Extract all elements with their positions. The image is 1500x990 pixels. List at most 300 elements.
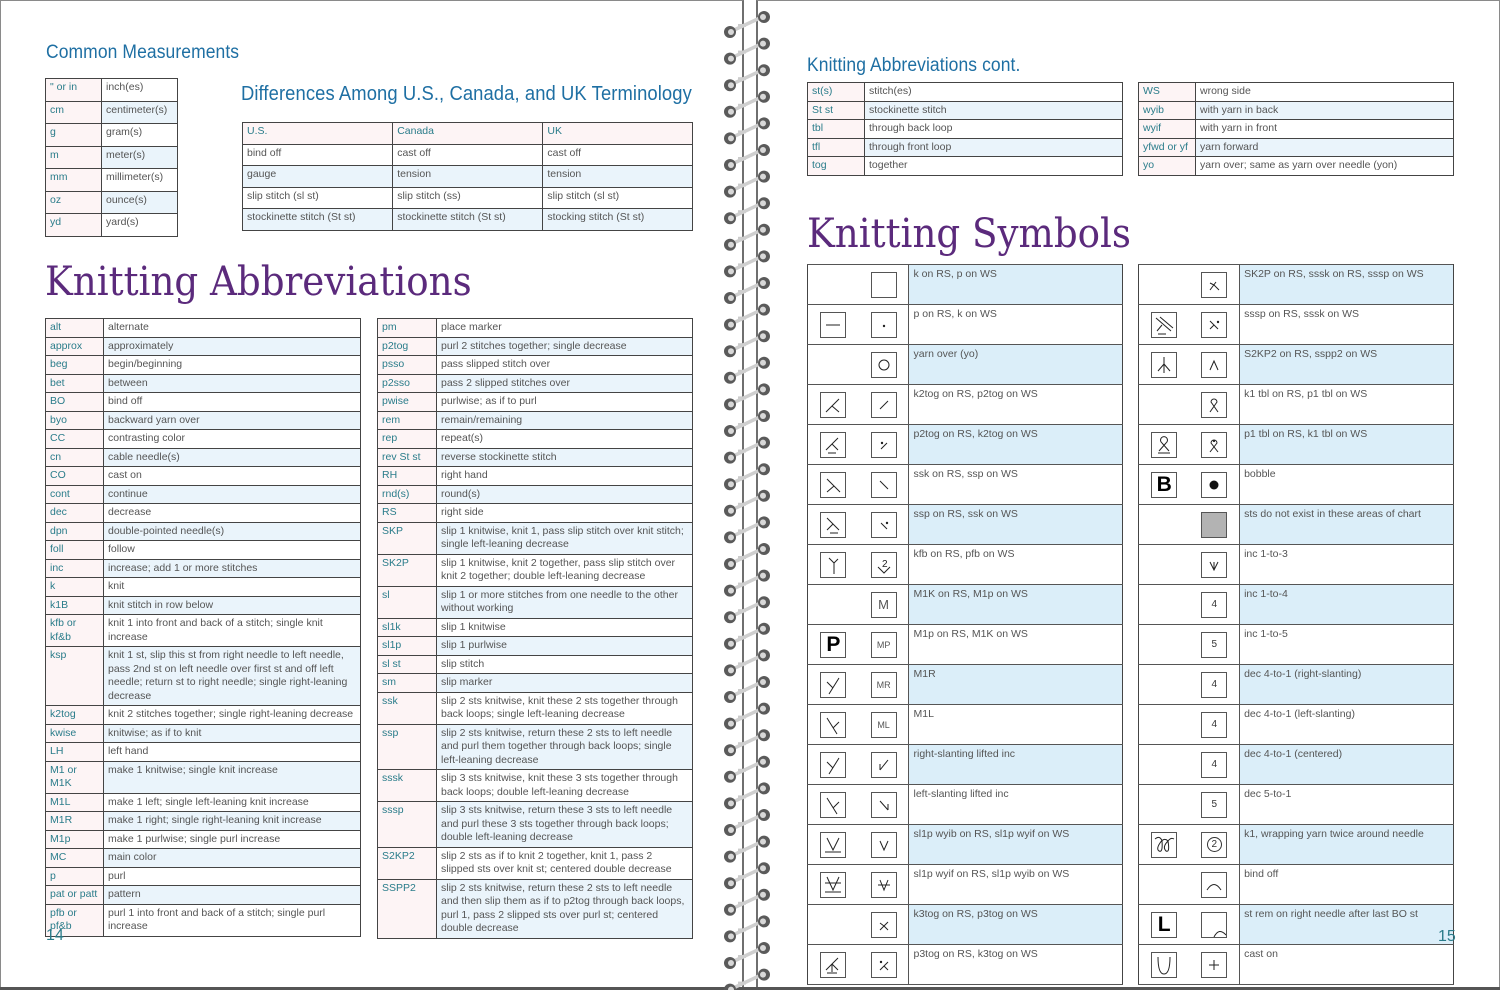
abbreviation-cell: rnd(s) [378, 485, 437, 504]
term-cell: slip stitch (sl st) [243, 187, 393, 209]
abbreviation-cell: foll [46, 541, 104, 560]
symbol-row [808, 305, 1123, 345]
empty-symbol-cell [1139, 665, 1190, 705]
abbreviation-cell: psso [378, 356, 437, 375]
bobble-dot-icon [1201, 472, 1227, 498]
symbol-glyph-text: 5 [1211, 799, 1218, 810]
symbol-row [808, 385, 1123, 425]
definition-cell: continue [104, 485, 361, 504]
symbol-row [808, 265, 1123, 305]
definition-cell: repeat(s) [437, 430, 693, 449]
table-row [808, 120, 1123, 139]
spiral-binding [718, 0, 782, 990]
v-icon [871, 832, 897, 858]
empty-symbol-cell [1139, 785, 1190, 825]
definition-cell: millimeter(s) [102, 169, 178, 192]
table-header-row [243, 123, 693, 145]
table-row [378, 770, 693, 802]
table-row [243, 144, 693, 166]
page-number-right: 15 [1438, 928, 1456, 945]
table-row [378, 485, 693, 504]
abbreviation-cell: yo [1139, 157, 1196, 176]
symbol-description: SK2P on RS, sssk on RS, sssp on WS [1240, 265, 1454, 305]
abbreviations-cont-table-2 [1138, 82, 1454, 176]
definition-cell: wrong side [1196, 83, 1454, 102]
abbreviation-cell: sl st [378, 655, 437, 674]
inc-1-to-3-icon [1201, 552, 1227, 578]
gray-no-stitch-icon [1201, 512, 1227, 538]
abbreviation-cell: dpn [46, 522, 104, 541]
empty-symbol-cell [1139, 545, 1190, 585]
definition-cell: together [865, 157, 1123, 176]
table-row [46, 319, 361, 338]
symbol-glyph-b-icon [1151, 472, 1177, 498]
term-cell: slip stitch (sl st) [543, 187, 693, 209]
definition-cell: meter(s) [102, 146, 178, 169]
empty-symbol-cell [808, 585, 859, 625]
abbreviation-cell: WS [1139, 83, 1196, 102]
definition-cell: make 1 left; single left-leaning knit increase [104, 793, 361, 812]
empty-symbol-cell [1139, 265, 1190, 305]
table-row [378, 674, 693, 693]
definition-cell: through back loop [865, 120, 1123, 139]
symbol-glyph-4-icon [1201, 672, 1227, 698]
definition-cell: approximately [104, 337, 361, 356]
symbol-glyph-4-icon [1201, 592, 1227, 618]
table-row [46, 578, 361, 597]
abbreviation-cell: CC [46, 430, 104, 449]
definition-cell: slip 2 sts knitwise, return these 2 sts to left needle and then slip them as if to p2tog through back loops, purl 1, pass 2 slipped sts over purl st; centered double decrease [437, 879, 693, 938]
definition-cell: knit 1 into front and back of a stitch; single knit increase [104, 615, 361, 647]
p3tog-chart-icon [820, 952, 846, 978]
definition-cell: slip 3 sts knitwise, return these 3 sts to left needle and purl these 3 sts together through back loops; double left-leaning decrease [437, 802, 693, 848]
definition-cell: make 1 knitwise; single knit increase [104, 761, 361, 793]
table-row [46, 337, 361, 356]
table-row [46, 485, 361, 504]
yarn-over-circle-icon [871, 352, 897, 378]
symbol-glyph-text: 2 [1207, 837, 1222, 852]
svg-text:2: 2 [881, 558, 888, 570]
definition-cell: slip 1 knitwise, knit 1, pass slip stitch over knit stitch; single left-leaning decrease [437, 522, 693, 554]
abbreviation-cell: ksp [46, 647, 104, 706]
table-row [243, 209, 693, 231]
table-row [378, 879, 693, 938]
table-row [46, 867, 361, 886]
purl-twisted-chart-icon [1151, 432, 1177, 458]
abbreviation-cell: M1 or M1K [46, 761, 104, 793]
definition-cell: main color [104, 849, 361, 868]
definition-cell: stitch(es) [865, 83, 1123, 102]
column-header: Canada [393, 123, 543, 145]
ssp-backslash-dot-icon [871, 512, 897, 538]
abbreviation-cell: cm [46, 101, 102, 124]
abbreviation-cell: kfb or kf&b [46, 615, 104, 647]
symbol-glyph-text: B [1156, 472, 1172, 496]
abbreviation-cell: S2KP2 [378, 847, 437, 879]
term-cell: tension [543, 166, 693, 188]
symbol-row [808, 425, 1123, 465]
symbol-row [808, 465, 1123, 505]
abbreviation-cell: k [46, 578, 104, 597]
abbreviation-cell: M1R [46, 812, 104, 831]
table-row [378, 554, 693, 586]
abbreviation-cell: tfl [808, 138, 865, 157]
symbol-row [808, 345, 1123, 385]
definition-cell: pattern [104, 886, 361, 905]
table-row [46, 522, 361, 541]
abbreviation-cell: bet [46, 374, 104, 393]
definition-cell: decrease [104, 504, 361, 523]
symbol-glyph-5-icon [1201, 632, 1227, 658]
table-row [808, 138, 1123, 157]
table-row [46, 793, 361, 812]
term-cell: gauge [243, 166, 393, 188]
symbol-description: k on RS, p on WS [909, 265, 1123, 305]
page-number-left: 14 [46, 927, 64, 944]
definition-cell: yarn over; same as yarn over needle (yon) [1196, 157, 1454, 176]
abbreviations-cont-table-1 [807, 82, 1123, 176]
symbol-glyph-2-icon [1201, 832, 1227, 858]
definition-cell: follow [104, 541, 361, 560]
definition-cell: begin/beginning [104, 356, 361, 375]
definition-cell: cast on [104, 467, 361, 486]
abbreviation-cell: mm [46, 169, 102, 192]
abbreviation-cell: kwise [46, 724, 104, 743]
empty-symbol-cell [808, 265, 859, 305]
definition-cell: reverse stockinette stitch [437, 448, 693, 467]
symbol-row [1139, 865, 1454, 905]
abbreviation-cell: sssp [378, 802, 437, 848]
symbol-description: k2tog on RS, p2tog on WS [909, 385, 1123, 425]
table-row [378, 356, 693, 375]
symbol-glyph-text: 4 [1211, 719, 1218, 730]
table-row [46, 743, 361, 762]
abbreviation-cell: g [46, 124, 102, 147]
abbreviation-cell: approx [46, 337, 104, 356]
abbreviation-cell: k1B [46, 596, 104, 615]
abbreviation-cell: tbl [808, 120, 865, 139]
abbreviation-cell: alt [46, 319, 104, 338]
symbol-row [1139, 425, 1454, 465]
symbol-description: p1 tbl on RS, k1 tbl on WS [1240, 425, 1454, 465]
table-row [1139, 138, 1454, 157]
table-row [46, 356, 361, 375]
definition-cell: cable needle(s) [104, 448, 361, 467]
sk2p-icon [1201, 272, 1227, 298]
symbol-description: S2KP2 on RS, sspp2 on WS [1240, 345, 1454, 385]
definition-cell: alternate [104, 319, 361, 338]
definition-cell: pass 2 slipped stitches over [437, 374, 693, 393]
definition-cell: inch(es) [102, 79, 178, 102]
symbol-glyph-text: 5 [1211, 639, 1218, 650]
symbol-glyph-p-icon [820, 632, 846, 658]
definition-cell: pass slipped stitch over [437, 356, 693, 375]
symbol-row [1139, 545, 1454, 585]
empty-symbol-cell [808, 905, 859, 945]
definition-cell: slip 1 knitwise [437, 618, 693, 637]
terminology-table [242, 122, 693, 231]
definition-cell: slip 2 sts knitwise, return these 2 sts to left needle and purl them together through back loops; single left-leaning decrease [437, 724, 693, 770]
twisted-loop-dot-icon [1201, 432, 1227, 458]
symbol-description: ssk on RS, ssp on WS [909, 465, 1123, 505]
abbreviation-cell: st(s) [808, 83, 865, 102]
symbol-description: ssp on RS, ssk on WS [909, 505, 1123, 545]
symbol-description: left-slanting lifted inc [909, 785, 1123, 825]
symbol-description: dec 4-to-1 (centered) [1240, 745, 1454, 785]
symbol-description: k1 tbl on RS, p1 tbl on WS [1240, 385, 1454, 425]
table-row [378, 692, 693, 724]
table-row [378, 847, 693, 879]
abbreviation-cell: " or in [46, 79, 102, 102]
empty-symbol-cell [1139, 585, 1190, 625]
table-row [46, 169, 178, 192]
abbreviation-cell: p2tog [378, 337, 437, 356]
symbol-description: M1p on RS, M1K on WS [909, 625, 1123, 665]
definition-cell: yarn forward [1196, 138, 1454, 157]
table-row [378, 393, 693, 412]
empty-symbol-cell [1139, 505, 1190, 545]
symbol-description: inc 1-to-5 [1240, 625, 1454, 665]
m1r-chart-icon [820, 752, 846, 778]
symbol-description: sl1p wyib on RS, sl1p wyif on WS [909, 825, 1123, 865]
symbol-glyph-text: L [1157, 912, 1171, 936]
abbreviation-cell: M1L [46, 793, 104, 812]
definition-cell: slip marker [437, 674, 693, 693]
table-row [46, 504, 361, 523]
table-row [378, 522, 693, 554]
abbreviations-table-1 [45, 318, 361, 937]
definition-cell: purlwise; as if to purl [437, 393, 693, 412]
table-row [46, 761, 361, 793]
p2tog-slash-dot-icon [871, 432, 897, 458]
table-row [378, 618, 693, 637]
abbreviation-cell: cont [46, 485, 104, 504]
symbol-row [1139, 345, 1454, 385]
abbreviation-cell: MC [46, 849, 104, 868]
symbol-row [1139, 385, 1454, 425]
abbreviation-cell: oz [46, 191, 102, 214]
ssk-backslash-icon [871, 472, 897, 498]
symbol-description: M1R [909, 665, 1123, 705]
definition-cell: slip 2 sts as if to knit 2 together, knit 1, pass 2 slipped sts over knit st; centered double decrease [437, 847, 693, 879]
definition-cell: with yarn in front [1196, 120, 1454, 139]
abbreviation-cell: yd [46, 214, 102, 237]
s2kp2-chart-icon [1151, 352, 1177, 378]
definition-cell: knit 2 stitches together; single right-leaning decrease [104, 706, 361, 725]
table-row [46, 541, 361, 560]
abbreviation-cell: RH [378, 467, 437, 486]
definition-cell: purl 2 stitches together; single decrease [437, 337, 693, 356]
symbol-glyph-text: P [826, 632, 841, 656]
ssk-chart-icon [820, 472, 846, 498]
symbol-description: dec 5-to-1 [1240, 785, 1454, 825]
table-row [378, 374, 693, 393]
definition-cell: slip stitch [437, 655, 693, 674]
table-row [243, 166, 693, 188]
abbreviation-cell: ssp [378, 724, 437, 770]
symbol-glyph-m-icon [871, 592, 897, 618]
definition-cell: slip 1 purlwise [437, 637, 693, 656]
symbol-row [1139, 785, 1454, 825]
table-row [46, 214, 178, 237]
m1l-chart-icon [820, 712, 846, 738]
symbol-row [1139, 465, 1454, 505]
caret-icon [1201, 352, 1227, 378]
abbreviation-cell: dec [46, 504, 104, 523]
table-row [46, 706, 361, 725]
symbol-glyph-4-icon [1201, 712, 1227, 738]
abbreviation-cell: pfb or pf&b [46, 904, 104, 936]
empty-symbol-cell [1139, 385, 1190, 425]
table-row [378, 448, 693, 467]
column-header: UK [543, 123, 693, 145]
symbol-row [808, 785, 1123, 825]
kfb-2-icon [871, 552, 897, 578]
common-measurements-title: Common Measurements [46, 42, 240, 63]
symbol-glyph-text: 4 [1211, 759, 1218, 770]
symbol-description: right-slanting lifted inc [909, 745, 1123, 785]
symbol-row [808, 825, 1123, 865]
table-row [1139, 157, 1454, 176]
definition-cell: contrasting color [104, 430, 361, 449]
symbol-row [808, 545, 1123, 585]
sl1p-wyif-chart-icon [820, 872, 846, 898]
term-cell: cast off [543, 144, 693, 166]
symbol-glyph-text: 4 [1211, 599, 1218, 610]
definition-cell: round(s) [437, 485, 693, 504]
symbol-description: sssp on RS, sssk on WS [1240, 305, 1454, 345]
table-row [378, 655, 693, 674]
abbreviation-cell: wyib [1139, 101, 1196, 120]
bind-off-arc-icon [1201, 872, 1227, 898]
purl-dash-icon [820, 312, 846, 338]
p2tog-chart-icon [820, 432, 846, 458]
abbreviation-cell: M1p [46, 830, 104, 849]
definition-cell: gram(s) [102, 124, 178, 147]
abbreviation-cell: RS [378, 504, 437, 523]
symbol-description: M1L [909, 705, 1123, 745]
sl1p-wyib-chart-icon [820, 832, 846, 858]
symbol-glyph-text: MR [876, 679, 891, 690]
definition-cell: slip 1 or more stitches from one needle to the other without working [437, 586, 693, 618]
definition-cell: double-pointed needle(s) [104, 522, 361, 541]
definition-cell: right hand [437, 467, 693, 486]
purl-dot-icon [871, 312, 897, 338]
term-cell: stockinette stitch (St st) [393, 209, 543, 231]
table-row [46, 886, 361, 905]
definition-cell: between [104, 374, 361, 393]
definition-cell: remain/remaining [437, 411, 693, 430]
definition-cell: slip 2 sts knitwise, knit these 2 sts together through back loops; single left-leaning decrease [437, 692, 693, 724]
symbol-row [1139, 625, 1454, 665]
symbol-description: k3tog on RS, p3tog on WS [909, 905, 1123, 945]
symbol-description: p3tog on RS, k3tog on WS [909, 945, 1123, 985]
definition-cell: left hand [104, 743, 361, 762]
abbreviation-cell: SSPP2 [378, 879, 437, 938]
term-cell: slip stitch (ss) [393, 187, 543, 209]
table-row [808, 157, 1123, 176]
definition-cell: ounce(s) [102, 191, 178, 214]
symbol-row [1139, 745, 1454, 785]
symbol-description: sl1p wyif on RS, sl1p wyib on WS [909, 865, 1123, 905]
abbreviation-cell: yfwd or yf [1139, 138, 1196, 157]
table-row [808, 101, 1123, 120]
symbol-description: bobble [1240, 465, 1454, 505]
empty-symbol-cell [1139, 865, 1190, 905]
symbol-description: p on RS, k on WS [909, 305, 1123, 345]
abbreviation-cell: ssk [378, 692, 437, 724]
symbol-glyph-mp-icon [871, 632, 897, 658]
m1l-chart-icon [820, 792, 846, 818]
abbreviation-cell: inc [46, 559, 104, 578]
table-row [808, 83, 1123, 102]
table-row [46, 146, 178, 169]
table-row [378, 504, 693, 523]
symbol-description: inc 1-to-4 [1240, 585, 1454, 625]
abbreviation-cell: rev St st [378, 448, 437, 467]
abbreviation-cell: k2tog [46, 706, 104, 725]
table-row [46, 904, 361, 936]
v-bar-icon [871, 872, 897, 898]
abbreviations-table-2 [377, 318, 693, 939]
abbreviation-cell: pat or patt [46, 886, 104, 905]
definition-cell: purl [104, 867, 361, 886]
table-row [46, 724, 361, 743]
table-row [378, 586, 693, 618]
symbol-row [1139, 665, 1454, 705]
abbreviation-cell: sl1k [378, 618, 437, 637]
symbol-row [1139, 265, 1454, 305]
abbreviation-cell: SK2P [378, 554, 437, 586]
table-row [378, 430, 693, 449]
table-row [46, 393, 361, 412]
term-cell: bind off [243, 144, 393, 166]
symbol-row [1139, 825, 1454, 865]
table-row [378, 337, 693, 356]
symbol-row [1139, 505, 1454, 545]
definition-cell: place marker [437, 319, 693, 338]
table-row [46, 448, 361, 467]
table-row [378, 411, 693, 430]
definition-cell: bind off [104, 393, 361, 412]
symbol-glyph-text: MP [876, 639, 891, 650]
table-row [46, 559, 361, 578]
symbol-glyph-mr-icon [871, 672, 897, 698]
symbol-row [1139, 705, 1454, 745]
abbreviation-cell: sssk [378, 770, 437, 802]
abbreviations-cont-title: Knitting Abbreviations cont. [807, 55, 1021, 76]
terminology-title: Differences Among U.S., Canada, and UK Terminology [241, 83, 692, 105]
table-row [1139, 120, 1454, 139]
abbreviation-cell: beg [46, 356, 104, 375]
abbreviation-cell: wyif [1139, 120, 1196, 139]
abbreviation-cell: rep [378, 430, 437, 449]
measurements-table [45, 78, 178, 237]
table-row [378, 319, 693, 338]
symbol-row [808, 625, 1123, 665]
p3tog-dot-icon [871, 952, 897, 978]
table-row [378, 724, 693, 770]
abbreviation-cell: rem [378, 411, 437, 430]
m1r-chart-icon [820, 672, 846, 698]
definition-cell: slip 1 knitwise, knit 2 together, pass slip stitch over knit 2 together; double left-leaning decrease [437, 554, 693, 586]
right-lifted-inc-icon [871, 752, 897, 778]
symbol-description: p2tog on RS, k2tog on WS [909, 425, 1123, 465]
table-row [378, 802, 693, 848]
definition-cell: yard(s) [102, 214, 178, 237]
symbol-description: dec 4-to-1 (left-slanting) [1240, 705, 1454, 745]
table-row [1139, 83, 1454, 102]
